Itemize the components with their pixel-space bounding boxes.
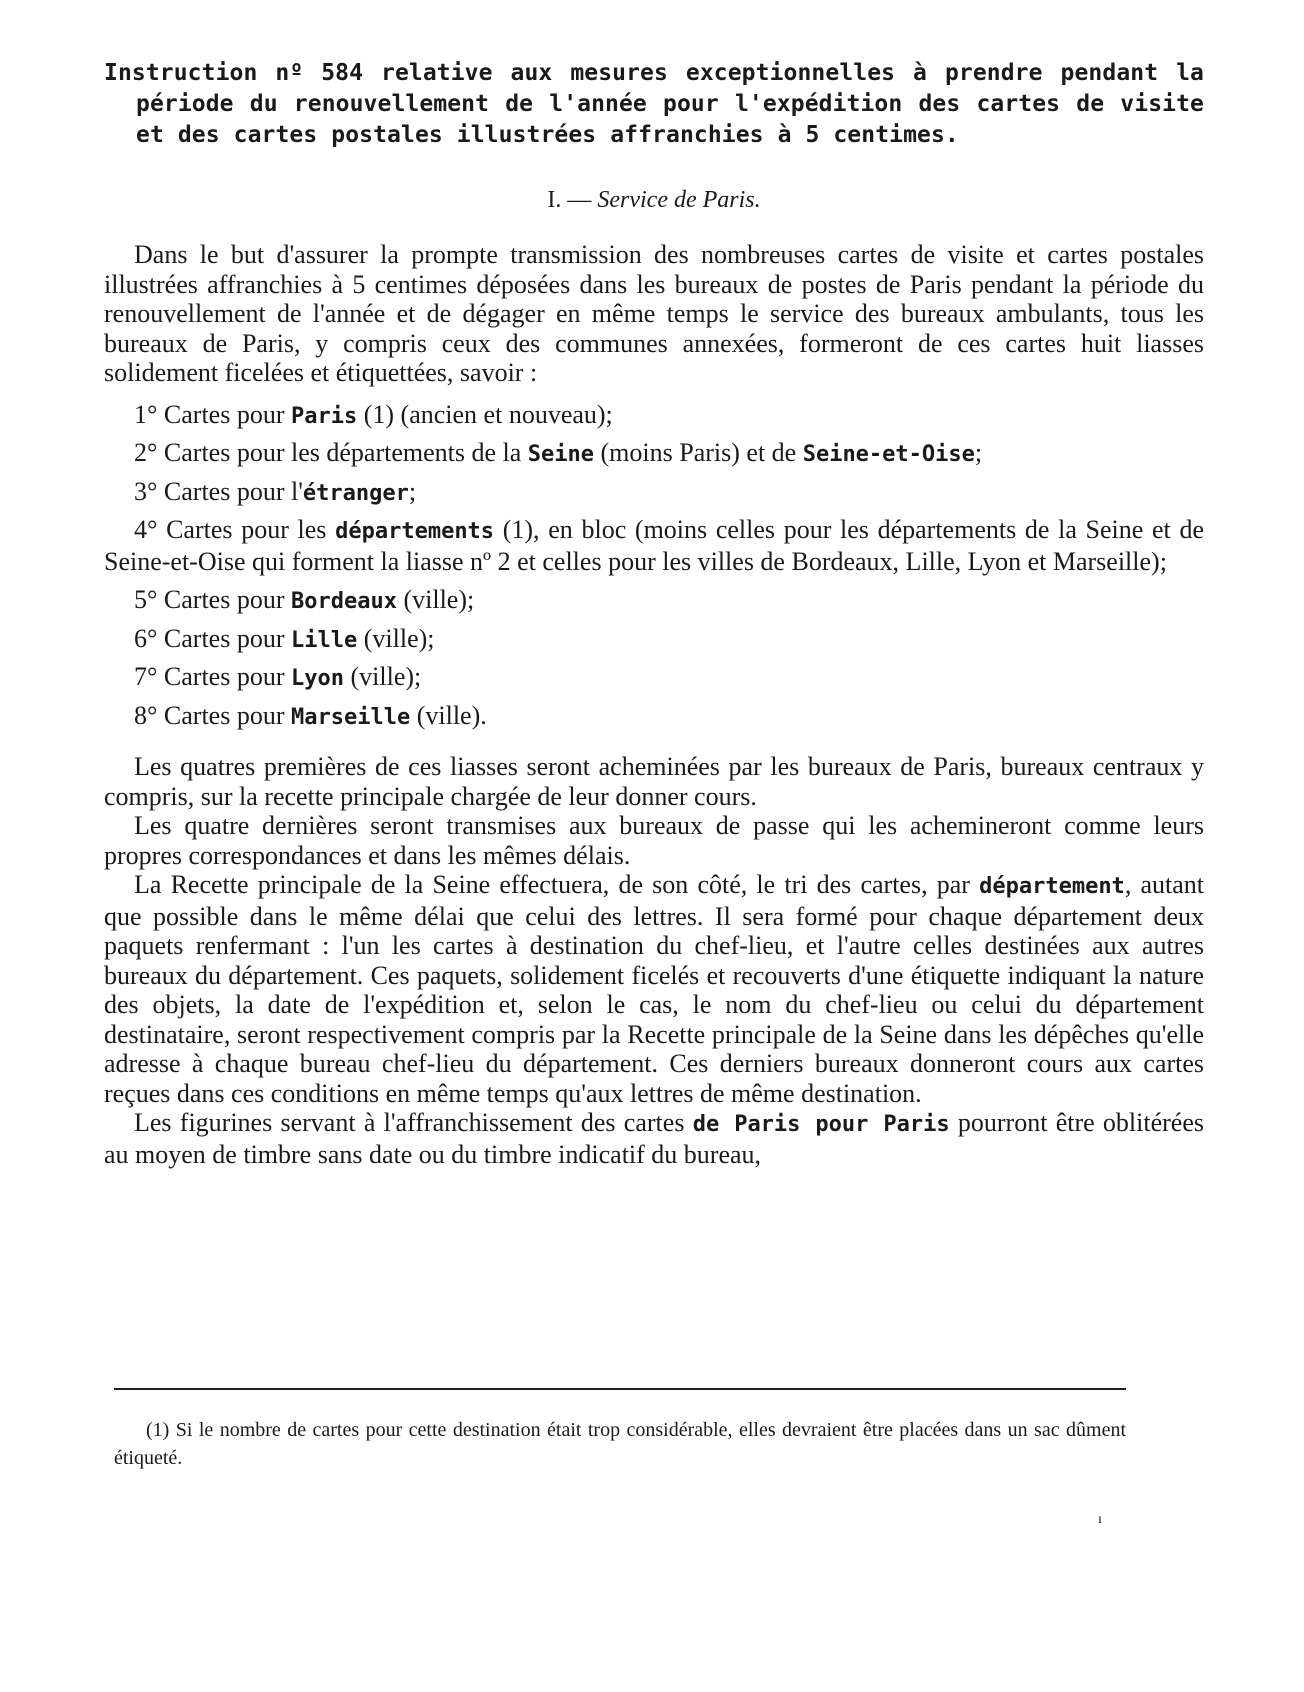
paragraph-sorting: La Recette principale de la Seine effectuera, de son côté, le tri des cartes, par département, autant que possible dans le même délai que celui des lettres. Il sera formé pour chaque département deux paquets renfermant : l'un les cartes à destination du chef-lieu, et l'autre celles destinées aux autres bureaux du département. Ces paquets, solidement ficelés et recouverts d'une étiquette indiquant la nature des objets, la date de l'expédition et, selon le cas, le nom du chef-lieu ou celui du département destinataire, seront respectivement compris par la Recette principale de la Seine dans les dépêches qu'elle adresse à chaque bureau chef-lieu du département. Ces derniers bureaux donneront cours aux cartes reçues dans ces conditions en même temps qu'aux lettres de même destination. bbox=[104, 870, 1205, 1108]
section-number: I. — bbox=[547, 187, 592, 213]
list-item: 8° Cartes pour Marseille (ville). bbox=[134, 700, 487, 730]
list-item: 2° Cartes pour les départements de la Seine (moins Paris) et de Seine-et-Oise; bbox=[134, 438, 983, 467]
list-item: 1° Cartes pour Paris (1) (ancien et nouveau); bbox=[134, 399, 613, 429]
list-item: 5° Cartes pour Bordeaux (ville); bbox=[134, 585, 475, 614]
paragraph-stamps: Les figurines servant à l'affranchissement des cartes de Paris pour Paris pourront être oblitérées au moyen de timbre sans date ou du timbre indicatif du bureau, bbox=[104, 1108, 1204, 1169]
bundle-list bbox=[104, 400, 1204, 733]
paragraph-last-bundles: Les quatre dernières seront transmises aux bureaux de passe qui les achemineront comme leurs propres correspondances et dans les mêmes délais. bbox=[104, 811, 1204, 870]
intro-paragraph: Dans le but d'assurer la prompte transmission des nombreuses cartes de visite et cartes postales illustrées affranchies à 5 centimes déposées dans les bureaux de postes de Paris pendant la période du renouvellement de l'année et de dégager en même temps le service des bureaux ambulants, tous les bureaux de Paris, y compris ceux des communes annexées, formeront de ces cartes huit liasses solidement ficelées et étiquettées, savoir : bbox=[104, 240, 1204, 387]
list-item: 4° Cartes pour les départements (1), en bloc (moins celles pour les départements de la Seine et de Seine-et-Oise qui forment la liasse nº 2 et celles pour les villes de Bordeaux, Lille, Lyon et Marseille); bbox=[104, 515, 1204, 576]
page-mark: ı bbox=[1098, 1512, 1102, 1527]
footnote-divider bbox=[114, 1388, 1126, 1390]
document-title: Instruction nº 584 relative aux mesures exceptionnelles à prendre pendant la période du renouvellement de l'année pour l'expédition des cartes de visite et des cartes postales illustrées affranchies à 5 centimes. bbox=[104, 60, 1204, 148]
list-item: 6° Cartes pour Lille (ville); bbox=[134, 623, 435, 653]
document-page bbox=[104, 58, 1204, 1169]
section-heading bbox=[104, 187, 1204, 214]
paragraph-first-bundles: Les quatres premières de ces liasses seront acheminées par les bureaux de Paris, bureaux centraux y compris, sur la recette principale chargée de leur donner cours. bbox=[104, 752, 1204, 811]
list-item: 7° Cartes pour Lyon (ville); bbox=[134, 662, 422, 691]
footnote: (1) Si le nombre de cartes pour cette destination était trop considérable, elles devraient être placées dans un sac dûment étiqueté. bbox=[114, 1419, 1126, 1469]
section-name: Service de Paris. bbox=[597, 187, 761, 213]
list-item: 3° Cartes pour l'étranger; bbox=[134, 476, 417, 506]
